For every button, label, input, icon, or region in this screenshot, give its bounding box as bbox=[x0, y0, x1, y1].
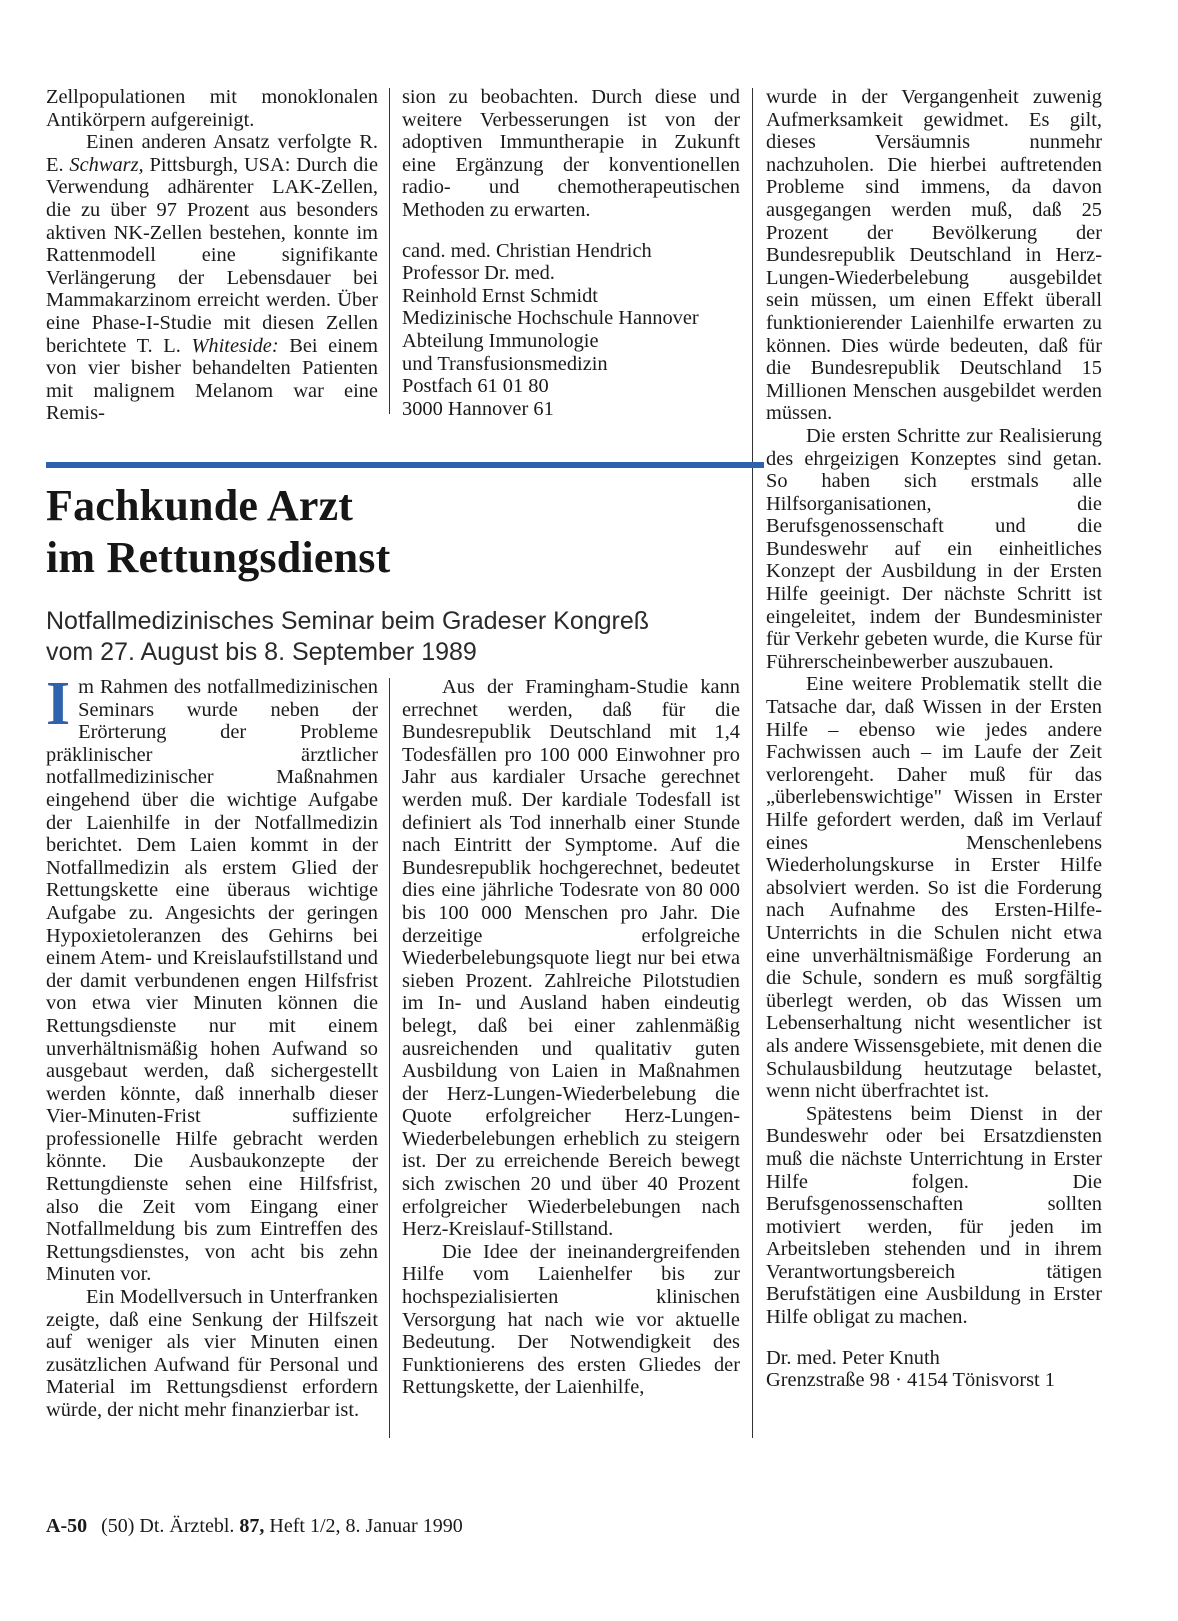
paragraph: Spätestens beim Dienst in der Bundeswehr oder bei Ersatzdiensten muß die nächste Unterrichtung in Erster Hilfe folgen. Die Berufsgenossenschaften sollten motiviert werden, für jeden im Arbeitsleben stehenden und in ihrem Verantwortungsbereich tätigen Berufstätigen eine Ausbildung in Erster Hilfe obligat zu machen. bbox=[766, 1102, 1102, 1329]
author-name: Whiteside: bbox=[191, 334, 279, 357]
title-line: Fachkunde Arzt bbox=[46, 481, 354, 530]
top-column-1 bbox=[46, 86, 378, 425]
address-line: cand. med. Christian Hendrich bbox=[402, 239, 652, 262]
column-divider bbox=[389, 678, 390, 1438]
address-line: Professor Dr. med. bbox=[402, 262, 555, 285]
article-subtitle bbox=[46, 606, 766, 668]
address-line: und Transfusionsmedizin bbox=[402, 352, 608, 375]
article-column-3 bbox=[766, 86, 1102, 1392]
text-run: Pittsburgh, USA: Durch die Verwendung adhärenter LAK-Zellen, die zu über 97 Prozent aus besonders aktiven NK-Zellen bestehen, konnte im Rattenmodell eine signifikante Verlängerung der Lebensdauer bei Mammakarzinom erreicht werden. Über eine Phase-I-Studie mit diesen Zellen berichtete T. L. bbox=[46, 153, 378, 357]
column-divider bbox=[389, 88, 390, 414]
drop-cap: I bbox=[46, 670, 71, 738]
address-line: Medizinische Hochschule Hannover bbox=[402, 307, 699, 330]
page-footer bbox=[46, 1515, 463, 1538]
paragraph: Die Idee der ineinandergreifenden Hilfe vom Laienhelfer bis zur hochspezialisierten klinischen Versorgung hat nach wie vor aktuelle Bedeutung. Der Notwendigkeit des Funktionierens des ersten Gliedes der Rettungskette, der Laienhilfe, bbox=[402, 1240, 740, 1399]
author-name: Dr. med. Peter Knuth bbox=[766, 1346, 940, 1369]
article-column-1 bbox=[46, 670, 378, 1422]
column-divider bbox=[752, 88, 753, 1438]
citation-text: (50) Dt. Ärztebl. bbox=[101, 1515, 240, 1537]
paragraph: wurde in der Vergangenheit zuwenig Aufmerksamkeit gewidmet. Es gilt, dieses Versäumnis nunmehr nachzuholen. Die hierbei auftretenden Probleme sind immens, da davon ausgegangen werden muß, daß 25 Prozent der Bevölkerung der Bundesrepublik Deutschland in Herz-Lungen-Wiederbelebung ausgebildet sein müssen, um einen Effekt überall funktionierender Laienhilfe erwarten zu können. Dies würde bedeuten, daß für die Bundesrepublik Deutschland 15 Millionen Menschen ausgebildet werden müssen. bbox=[766, 86, 1102, 425]
paragraph: Zellpopulationen mit monoklonalen Antikörpern aufgereinigt. bbox=[46, 86, 378, 131]
paragraph bbox=[46, 131, 378, 425]
text-run: Einen anderen Ansatz verfolgte R. E. bbox=[46, 131, 378, 176]
section-rule bbox=[46, 462, 764, 468]
top-column-2 bbox=[402, 86, 740, 420]
address-line: Postfach 61 01 80 bbox=[402, 375, 549, 398]
volume-number: 87, bbox=[239, 1515, 265, 1537]
page-number: A-50 bbox=[46, 1515, 88, 1537]
address-line: Abteilung Immunologie bbox=[402, 329, 599, 352]
article-title bbox=[46, 480, 766, 584]
text-run: Bei einem von vier bisher behandelten Patienten mit malignem Melanom war eine Remis- bbox=[46, 334, 378, 425]
paragraph: Eine weitere Problematik stellt die Tatsache dar, daß Wissen in der Ersten Hilfe – ebenso wie jedes andere Fachwissen auch – im Laufe der Zeit verlorengeht. Daher muß für das „überlebenswichtige" Wissen in Erster Hilfe gefordert werden, daß im Verlauf eines Menschenlebens Wiederholungskurse in Erster Hilfe absolviert werden. So ist die Forderung nach Aufnahme des Ersten-Hilfe-Unterrichts in die Schulen nicht etwa eine unverhältnismäßige Forderung an die Schule, sondern es muß sorgfältig überlegt werden, ob das Wissen um Lebenserhaltung nicht wesentlicher ist als andere Wissensgebiete, mit denen die Schulausbildung heutzutage belastet, wenn nicht überfrachtet ist. bbox=[766, 673, 1102, 1103]
author-name: Schwarz, bbox=[69, 153, 144, 176]
author-address bbox=[402, 240, 740, 421]
paragraph: Die ersten Schritte zur Realisierung des ehrgeizigen Konzeptes sind getan. So haben sich erstmals alle Hilfsorganisationen, die Berufsgenossenschaft und die Bundeswehr auf ein einheitliches Konzept der Ausbildung in der Ersten Hilfe geeinigt. Der nächste Schritt ist eingeleitet, indem der Bundesminister für Verkehr gebeten wurde, die Kurse für Führerscheinbewerber auszubauen. bbox=[766, 424, 1102, 673]
paragraph: sion zu beobachten. Durch diese und weitere Verbesserungen ist von der adoptiven Immuntherapie in Zukunft eine Ergänzung der konventionellen radio- und chemotherapeutischen Methoden zu erwarten. bbox=[402, 86, 740, 221]
subtitle-line: Notfallmedizinisches Seminar beim Gradeser Kongreß bbox=[46, 607, 650, 635]
address-line: 3000 Hannover 61 bbox=[402, 397, 554, 420]
article-column-2 bbox=[402, 676, 740, 1399]
address-line: Reinhold Ernst Schmidt bbox=[402, 284, 598, 307]
paragraph bbox=[46, 670, 378, 1286]
text-run: m Rahmen des notfallmedizinischen Seminars wurde neben der Erörterung der Probleme präklinischer ärztlicher notfallmedizinischer Maßnahmen eingehend über die wichtige Aufgabe der Laienhilfe in der Notfallmedizin berichtet. Dem Laien kommt in der Notfallmedizin als erstem Glied der Rettungskette eine überaus wichtige Aufgabe zu. Angesichts der geringen Hypoxietoleranzen des Gehirns bei einem Atem- und Kreislaufstillstand und der damit verbundenen engen Hilfsfrist von etwa vier Minuten können die Rettungsdienste nur mit einem unverhältnismäßig hohen Aufwand so ausgebaut werden, daß sichergestellt werden könnte, daß innerhalb dieser Vier-Minuten-Frist suffiziente professionelle Hilfe gebracht werden könnte. Die Ausbaukonzepte der Rettungdienste sehen eine Hilfsfrist, also die Zeit vom Eingang einer Notfallmeldung bis zum Eintreffen des Rettungsdienstes, von acht bis zehn Minuten vor. bbox=[46, 676, 378, 1286]
author-address: Grenzstraße 98 · 4154 Tönisvorst 1 bbox=[766, 1369, 1056, 1392]
paragraph: Aus der Framingham-Studie kann errechnet werden, daß für die Bundesrepublik Deutschland mit 1,4 Todesfällen pro 100 000 Einwohner pro Jahr aus kardialer Ursache gerechnet werden muß. Der kardiale Todesfall ist definiert als Tod innerhalb einer Stunde nach Eintritt der Symptome. Auf die Bundesrepublik hochgerechnet, bedeutet dies eine jährliche Todesrate von 80 000 bis 100 000 Menschen pro Jahr. Die derzeitige erfolgreiche Wiederbelebungsquote liegt nur bei etwa sieben Prozent. Zahlreiche Pilotstudien im In- und Ausland haben eindeutig belegt, daß bei einer zahlenmäßig ausreichenden und qualitativ guten Ausbildung von Laien in Maßnahmen der Herz-Lungen-Wiederbelebung die Quote erfolgreicher Herz-Lungen-Wiederbelebungen erheblich zu steigern ist. Der zu erreichende Bereich bewegt sich zwischen 20 und über 40 Prozent erfolgreicher Wiederbelebungen nach Herz-Kreislauf-Stillstand. bbox=[402, 676, 740, 1241]
subtitle-line: vom 27. August bis 8. September 1989 bbox=[46, 638, 477, 666]
citation-text: Heft 1/2, 8. Januar 1990 bbox=[264, 1515, 463, 1537]
paragraph: Ein Modellversuch in Unterfranken zeigte, daß eine Senkung der Hilfszeit auf weniger als vier Minuten einen zusätzlichen Aufwand für Personal und Material im Rettungsdienst erfordern würde, der nicht mehr finanzierbar ist. bbox=[46, 1286, 378, 1421]
title-line: im Rettungsdienst bbox=[46, 533, 391, 582]
